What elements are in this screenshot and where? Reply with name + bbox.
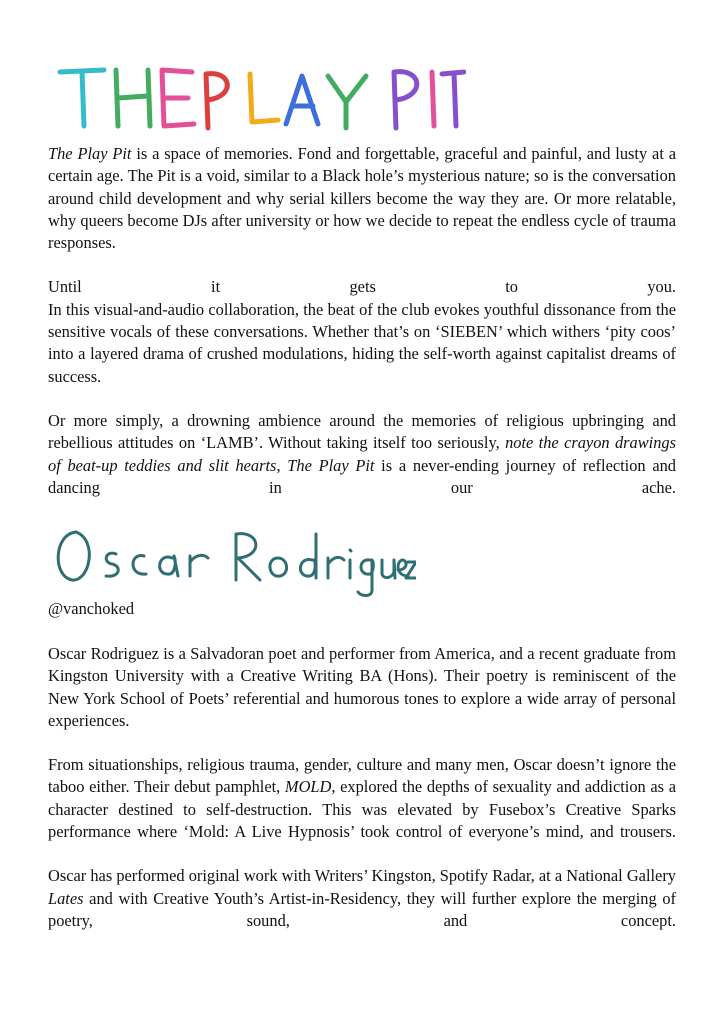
title-letter-l: [250, 74, 278, 122]
bio-p2-em: MOLD: [284, 777, 332, 797]
intro-paragraph-3: In this visual-and-audio collaboration, the beat of the club evokes youthful dissonance from the sensitive vocals of these conversations. Whether that’s on ‘SIEBEN’ which withers ‘pity coos’ into a layered drama of crushed modulations, hiding the self-worth against capitalist dreams of success.: [48, 299, 676, 386]
bio-paragraph-3: [48, 865, 676, 932]
intro-paragraph-2: Until it gets to you.: [48, 277, 676, 297]
social-handle: @vanchoked: [48, 599, 135, 618]
title-letter-p: [206, 74, 227, 128]
title-letter-y: [328, 76, 366, 128]
title-letter-a: [286, 76, 318, 124]
intro-p4-em1: note the crayon drawings of beat-up teddies and slit hearts: [48, 433, 676, 475]
bio-p3-em: Lates: [48, 888, 84, 908]
intro-p4-em2: The Play Pit: [287, 455, 375, 475]
title-letter-p2: [394, 72, 417, 128]
bio-p2-a: From situationships, religious trauma, gender, culture and many men, Oscar doesn’t ignore the taboo either. Their debut pamphlet,: [48, 755, 676, 797]
title-letter-h: [116, 70, 150, 126]
bio-paragraph-2: [48, 754, 676, 843]
intro-p4-c: is a never-ending journey of reflection and dancing in our ache.: [48, 455, 677, 497]
title-letter-i: [432, 72, 434, 126]
intro-title-ref: The Play Pit: [48, 144, 132, 163]
bio-p3-b: and with Creative Youth’s Artist-in-Residency, they will further explore the merging of poetry, sound, and concept.: [48, 888, 676, 930]
intro-section: [48, 143, 676, 499]
intro-p4-a: Or more simply, a drowning ambience around the memories of religious upbringing and rebellious attitudes on ‘LAMB’. Without taking itself too seriously,: [48, 410, 676, 453]
bio-section: [48, 643, 676, 932]
title-letter-t: [60, 70, 104, 126]
intro-p4-b: ,: [276, 455, 288, 475]
title-crayon-lettering: [56, 62, 466, 132]
title-letter-e: [162, 70, 194, 126]
intro-paragraph-1-text: is a space of memories. Fond and forgettable, graceful and painful, and lusty at a certain age. The Pit is a void, similar to a Black hole’s mysterious nature; so is the conversation around child development and why serial killers become the way they are. Or more relatable, why queers become DJs after university or how we decide to repeat the endless cycle of trauma responses.: [48, 144, 677, 253]
bio-p2-b: , explored the depths of sexuality and addiction as a character destined to self-destruction. This was elevated by Fusebox’s Creative Sparks performance where ‘Mold: A Live Hypnosis’ took control of everyone’s mind, and trousers.: [48, 777, 676, 842]
bio-p3-a: Oscar has performed original work with Writers’ Kingston, Spotify Radar, at a National Gallery: [48, 866, 676, 886]
signature-lettering: [46, 520, 416, 600]
bio-paragraph-1: Oscar Rodriguez is a Salvadoran poet and performer from America, and a recent graduate from Kingston University with a Creative Writing BA (Hons). Their poetry is reminiscent of the New York School of Poets’ referential and humorous tones to explore a wide array of personal experiences.: [48, 644, 676, 730]
intro-paragraph-1: [48, 143, 676, 254]
title-letter-t2: [442, 72, 464, 126]
intro-paragraph-4: [48, 410, 676, 499]
